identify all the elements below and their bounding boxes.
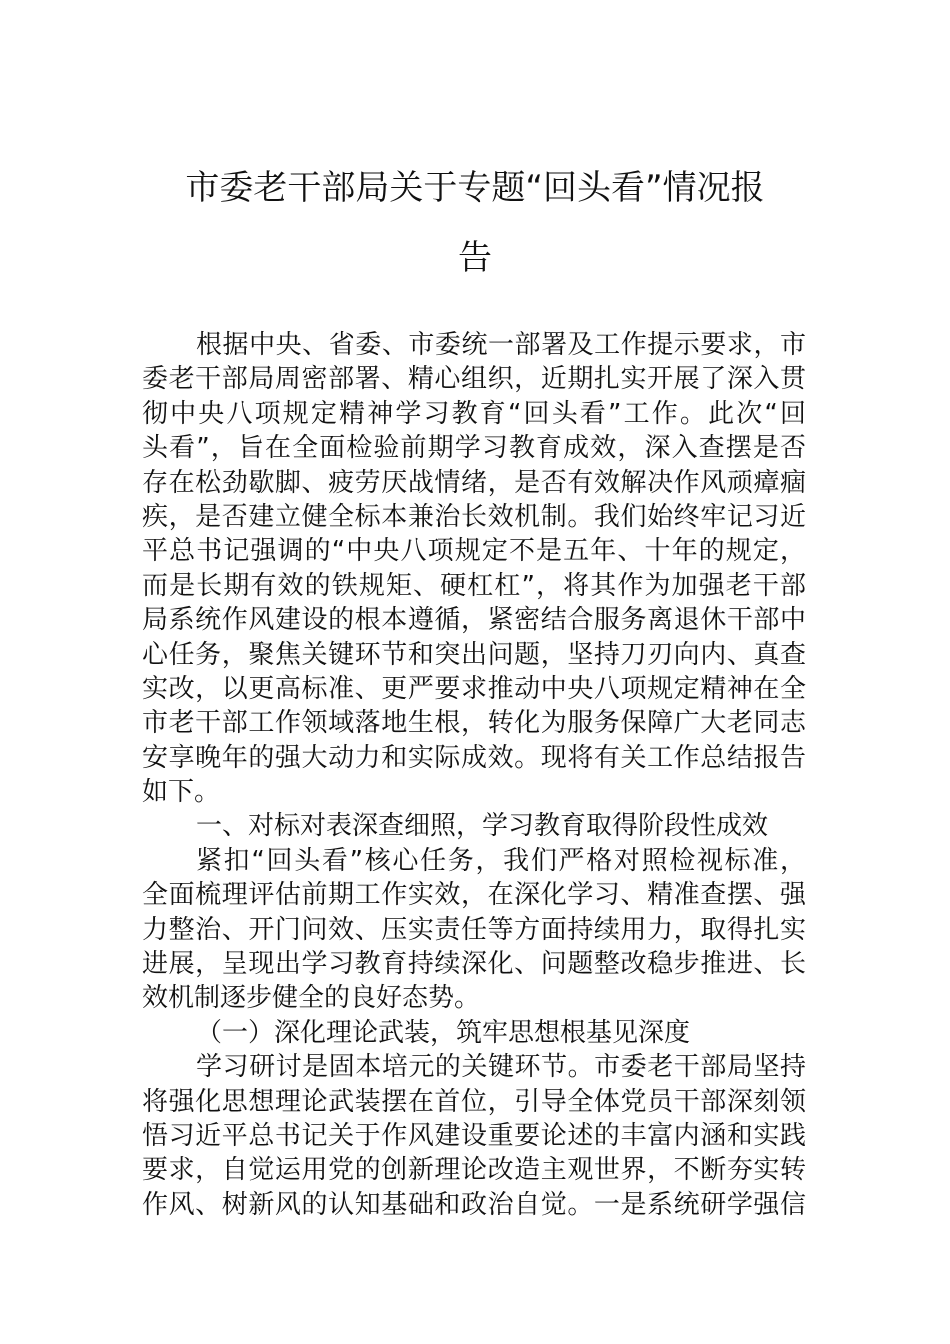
body-text-line: 根据中央、省委、市委统一部署及工作提示要求，市 — [196, 330, 806, 360]
document-title-line-2: 告 — [458, 238, 492, 278]
body-text-line: 市老干部工作领域落地生根，转化为服务保障广大老同志 — [142, 708, 806, 739]
body-text-line: 而是长期有效的铁规矩、硬杠杠”，将其作为加强老干部 — [142, 570, 806, 601]
body-text-line: 进展，呈现出学习教育持续深化、问题整改稳步推进、长 — [142, 949, 806, 980]
body-text-line: 紧扣“回头看”核心任务，我们严格对照检视标准， — [196, 845, 806, 876]
body-text-line: 委老干部局周密部署、精心组织，近期扎实开展了深入贯 — [142, 364, 806, 395]
body-text-line: 作风、树新风的认知基础和政治自觉。一是系统研学强信 — [142, 1189, 806, 1220]
document-title-line-1: 市委老干部局关于专题“回头看”情况报 — [185, 168, 765, 208]
body-text-line: 效机制逐步健全的良好态势。 — [142, 983, 481, 1014]
body-text-line: 要求，自觉运用党的创新理论改造主观世界，不断夯实转 — [142, 1155, 806, 1186]
body-text-line: 将强化思想理论武装摆在首位，引导全体党员干部深刻领 — [142, 1086, 806, 1117]
body-text-line: （一）深化理论武装，筑牢思想根基见深度 — [196, 1017, 691, 1048]
body-text-line: 彻中央八项规定精神学习教育“回头看”工作。此次“回 — [142, 398, 806, 429]
body-text-line: 悟习近平总书记关于作风建设重要论述的丰富内涵和实践 — [142, 1120, 806, 1151]
body-text-line: 疾，是否建立健全标本兼治长效机制。我们始终牢记习近 — [142, 501, 806, 532]
body-text-line: 学习研讨是固本培元的关键环节。市委老干部局坚持 — [196, 1052, 806, 1083]
body-text-line: 平总书记强调的“中央八项规定不是五年、十年的规定， — [142, 536, 806, 567]
body-text-line: 心任务，聚焦关键环节和突出问题，坚持刀刃向内、真查 — [142, 639, 806, 670]
body-text-line: 力整治、开门问效、压实责任等方面持续用力，取得扎实 — [142, 914, 806, 945]
body-text-line: 一、对标对表深查细照，学习教育取得阶段性成效 — [196, 811, 769, 842]
body-text-line: 头看”，旨在全面检验前期学习教育成效，深入查摆是否 — [142, 433, 806, 464]
body-text-line: 实改，以更高标准、更严要求推动中央八项规定精神在全 — [142, 673, 806, 704]
body-text-line: 如下。 — [142, 777, 221, 808]
body-text-line: 存在松劲歇脚、疲劳厌战情绪，是否有效解决作风顽瘴痼 — [142, 467, 806, 498]
document-body — [142, 328, 806, 1222]
body-text-line: 安享晚年的强大动力和实际成效。现将有关工作总结报告 — [142, 742, 806, 773]
body-text-line: 局系统作风建设的根本遵循，紧密结合服务离退休干部中 — [142, 605, 806, 636]
body-text-line: 全面梳理评估前期工作实效，在深化学习、精准查摆、强 — [142, 880, 806, 911]
